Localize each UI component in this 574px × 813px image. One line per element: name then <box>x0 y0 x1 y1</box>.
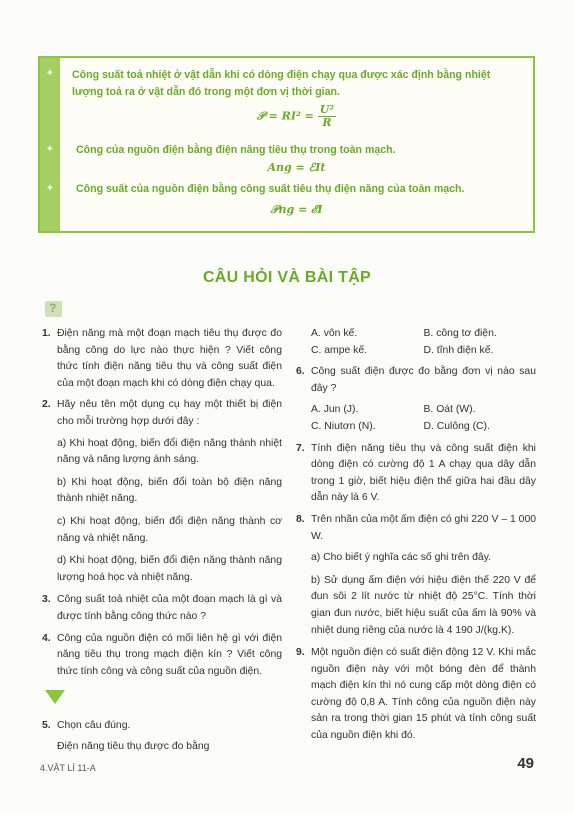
question-number: 3. <box>42 594 51 606</box>
question-8b: b) Sử dụng ấm điện với hiệu điện thế 220 V để đun sôi 2 lít nước từ nhiệt độ 25°C. Tính thời gian đun nước, biết hiệu suất của ấm là 90% và nhiệt dung riêng của nước là 4 190 J/(kg.K). <box>311 574 536 636</box>
summary-item-heat-power: Công suất toả nhiệt ở vật dẫn khi có dòng điện chạy qua được xác định bằng nhiệt lượng toả ra ở vật dẫn đó trong một đơn vị thời gian. <box>72 69 491 98</box>
summary-box <box>38 56 535 233</box>
question-text: Công suất toả nhiệt của một đoạn mạch là gì và được tính bằng công thức nào ? <box>57 594 282 622</box>
formula-heat-power <box>60 104 533 129</box>
option-d: D. Culông (C). <box>423 420 490 432</box>
fraction-denominator: R <box>322 116 332 129</box>
option-c: C. Niutơn (N). <box>311 420 376 432</box>
diamond-bullet-icon: ✦ <box>45 68 55 79</box>
question-8a: a) Cho biết ý nghĩa các số ghi trên đây. <box>311 552 492 564</box>
question-2b: b) Khi hoạt động, biến đổi toàn bộ điện năng thành nhiệt năng. <box>57 476 282 505</box>
option-b: B. công tơ điện. <box>423 328 497 339</box>
section-heading: CÂU HỎI VÀ BÀI TẬP <box>202 269 372 286</box>
question-text: Công của nguồn điện có mối liên hệ gì với điện năng tiêu thụ trong mạch điện kín ? Viết công thức tính công và công suất của nguồn điện. <box>57 632 282 677</box>
question-6-options <box>296 402 536 435</box>
question-1 <box>42 326 282 392</box>
fraction-numerator: U² <box>319 103 335 116</box>
question-2a: a) Khi hoạt động, biến đổi điện năng thành nhiệt năng và năng lượng ánh sáng. <box>57 437 282 466</box>
left-column <box>42 326 282 760</box>
question-number: 7. <box>296 442 305 454</box>
question-text: Hãy nêu tên một dụng cụ hay một thiết bị điện cho mỗi trường hợp dưới đây : <box>57 399 282 427</box>
question-number: 1. <box>42 328 51 339</box>
question-3 <box>42 592 282 625</box>
question-number: 8. <box>296 513 305 525</box>
summary-item-source-work: Công của nguồn điện bằng điện năng tiêu thụ trong toàn mạch. <box>76 144 396 156</box>
question-number: 9. <box>296 647 305 659</box>
page-number: 49 <box>517 755 534 772</box>
option-b: B. Oát (W). <box>423 404 476 416</box>
diamond-bullet-icon: ✦ <box>45 183 55 194</box>
formula-source-power: 𝒫ng = ℰI <box>270 203 323 216</box>
option-a: A. vôn kế. <box>311 328 358 339</box>
question-text: Tính điện năng tiêu thụ và công suất điện khi dòng điện có cường độ 1 A chạy qua dây dẫn trong 1 giờ, biết hiệu điện thế giữa hai đầu dây dẫn này là 6 V. <box>311 442 536 504</box>
question-8 <box>296 512 536 545</box>
question-number: 2. <box>42 399 51 411</box>
option-d: D. tĩnh điện kế. <box>423 344 494 356</box>
question-number: 4. <box>42 632 51 644</box>
question-text: Công suất điện được đo bằng đơn vị nào sau đây ? <box>311 366 536 394</box>
question-6 <box>296 364 536 397</box>
option-c: C. ampe kế. <box>311 344 368 356</box>
diamond-bullet-icon: ✦ <box>45 144 55 155</box>
triangle-marker-icon <box>45 690 65 704</box>
question-5-stem: Điện năng tiêu thụ được đo bằng <box>57 740 210 752</box>
question-number: 6. <box>296 366 305 378</box>
question-text: Điện năng mà một đoạn mạch tiêu thụ được đo bằng công do lực nào thực hiện ? Viết công thức tính điện năng tiêu thụ và công suất điện của một đoạn mạch khi có dòng điện chạy qua. <box>57 328 282 389</box>
option-a: A. Jun (J). <box>311 404 359 416</box>
formula-source-work: Ang = ℰIt <box>267 161 326 174</box>
question-7 <box>296 441 536 507</box>
question-2 <box>42 397 282 430</box>
question-5 <box>42 718 282 755</box>
question-4 <box>42 631 282 681</box>
question-9 <box>296 645 536 745</box>
footer-book-label: 4.VẬT LÍ 11-A <box>40 763 96 773</box>
question-5-options <box>296 326 536 359</box>
question-text: Một nguồn điện có suất điện động 12 V. Khi mắc nguồn điện này với một bóng đèn để thành mạch điện kín thì nó cung cấp một dòng điện có cường độ 0,8 A. Tính công của nguồn điện này sản ra trong thời gian 15 phút và tính công suất của nguồn điện khi đó. <box>311 647 536 742</box>
right-column <box>296 326 536 750</box>
question-icon <box>45 301 62 317</box>
question-number: 5. <box>42 720 51 732</box>
question-text: Trên nhãn của một ấm điện có ghi 220 V – 1 000 W. <box>311 513 536 542</box>
formula-fraction <box>318 104 336 129</box>
question-text: Chọn câu đúng. <box>57 720 131 732</box>
formula-heat-power-lhs: 𝒫 = RI² = <box>256 109 314 123</box>
summary-item-source-power: Công suất của nguồn điện bằng công suất tiêu thụ điện năng của toàn mạch. <box>76 183 465 195</box>
question-2c: c) Khi hoạt động, biến đổi điện năng thành cơ năng và nhiệt năng. <box>57 515 282 544</box>
question-2d: d) Khi hoạt động, biến đổi điện năng thành năng lượng hoá học và nhiệt năng. <box>57 555 282 583</box>
